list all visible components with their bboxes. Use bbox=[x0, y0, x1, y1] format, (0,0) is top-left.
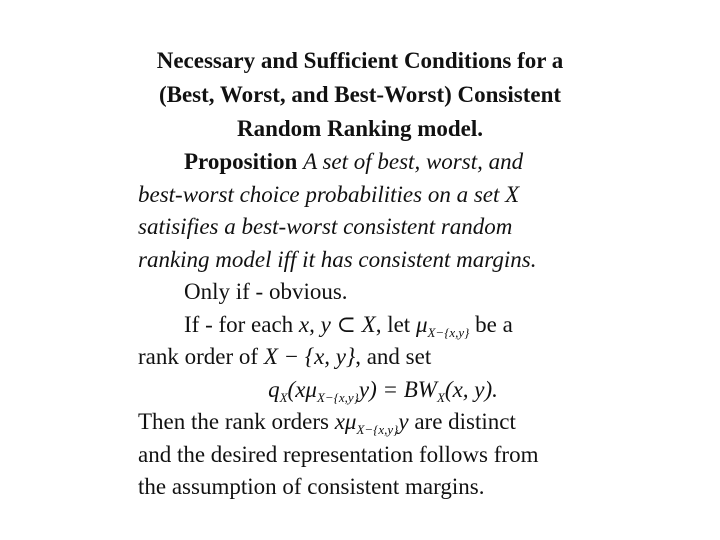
eq-q-sub: X bbox=[279, 389, 288, 405]
proposition-text-1: A set of best, worst, and bbox=[303, 149, 524, 174]
then-y: y bbox=[398, 409, 409, 434]
proposition-line-2 bbox=[138, 179, 598, 212]
eq-q: q bbox=[268, 376, 280, 402]
proof-then-text-2: are distinct bbox=[414, 409, 516, 434]
proof-equation bbox=[138, 374, 598, 407]
proposition-set-symbol: X bbox=[505, 181, 520, 207]
proof-if-text-1: If - for each bbox=[184, 311, 294, 337]
proposition-line-4: ranking model iff it has consistent margins. bbox=[138, 246, 537, 272]
mu-letter: μ bbox=[415, 311, 428, 337]
proof-if-vars: x, y bbox=[298, 311, 331, 337]
proposition-label: Proposition bbox=[184, 149, 298, 174]
proof-desired-line: and the desired representation follows from bbox=[138, 441, 539, 467]
eq-args: (x, y). bbox=[444, 376, 498, 402]
eq-mu-sub: X−{x,y} bbox=[316, 389, 359, 405]
proof-if-text-2: , let bbox=[375, 311, 411, 337]
eq-bw-sub: X bbox=[436, 389, 445, 405]
title-line-1: Necessary and Sufficient Conditions for a bbox=[156, 48, 564, 73]
proof-rank-expr: X − {x, y} bbox=[263, 344, 356, 369]
title-line-3: Random Ranking model. bbox=[236, 116, 484, 141]
eq-open: (x bbox=[287, 376, 306, 402]
then-mu: μ bbox=[344, 409, 357, 434]
proof-rank-text-1: rank order of bbox=[138, 344, 259, 369]
slide-title bbox=[120, 44, 600, 146]
eq-close: y) = BW bbox=[358, 376, 437, 402]
proof-then-line bbox=[138, 406, 598, 439]
subset-symbol: ⊂ bbox=[336, 311, 356, 337]
proposition-line-1 bbox=[138, 146, 598, 179]
proposition-text-2: best-worst choice probabilities on a set bbox=[138, 181, 500, 207]
proof-if-line bbox=[138, 309, 598, 342]
mu-subscript: X−{x,y} bbox=[427, 324, 470, 340]
proposition-line-3: satisifies a best-worst consistent random bbox=[138, 214, 513, 239]
proof-if-text-3: be a bbox=[475, 311, 513, 337]
proof-rank-text-2: , and set bbox=[355, 344, 432, 369]
slide-body bbox=[138, 146, 598, 504]
proof-then-text-1: Then the rank orders bbox=[138, 409, 329, 434]
then-expr bbox=[334, 409, 409, 437]
then-mu-sub: X−{x,y} bbox=[356, 422, 399, 437]
proof-if-set: X bbox=[361, 311, 376, 337]
eq-mu: μ bbox=[305, 376, 317, 402]
proof-assumption-line: the assumption of consistent margins. bbox=[138, 474, 485, 499]
proof-rank-line bbox=[138, 341, 598, 374]
proof-only-if: Only if - obvious. bbox=[184, 279, 348, 304]
title-line-2: (Best, Worst, and Best-Worst) Consistent bbox=[158, 82, 562, 107]
then-x: x bbox=[334, 409, 345, 434]
mu-symbol bbox=[415, 311, 470, 340]
